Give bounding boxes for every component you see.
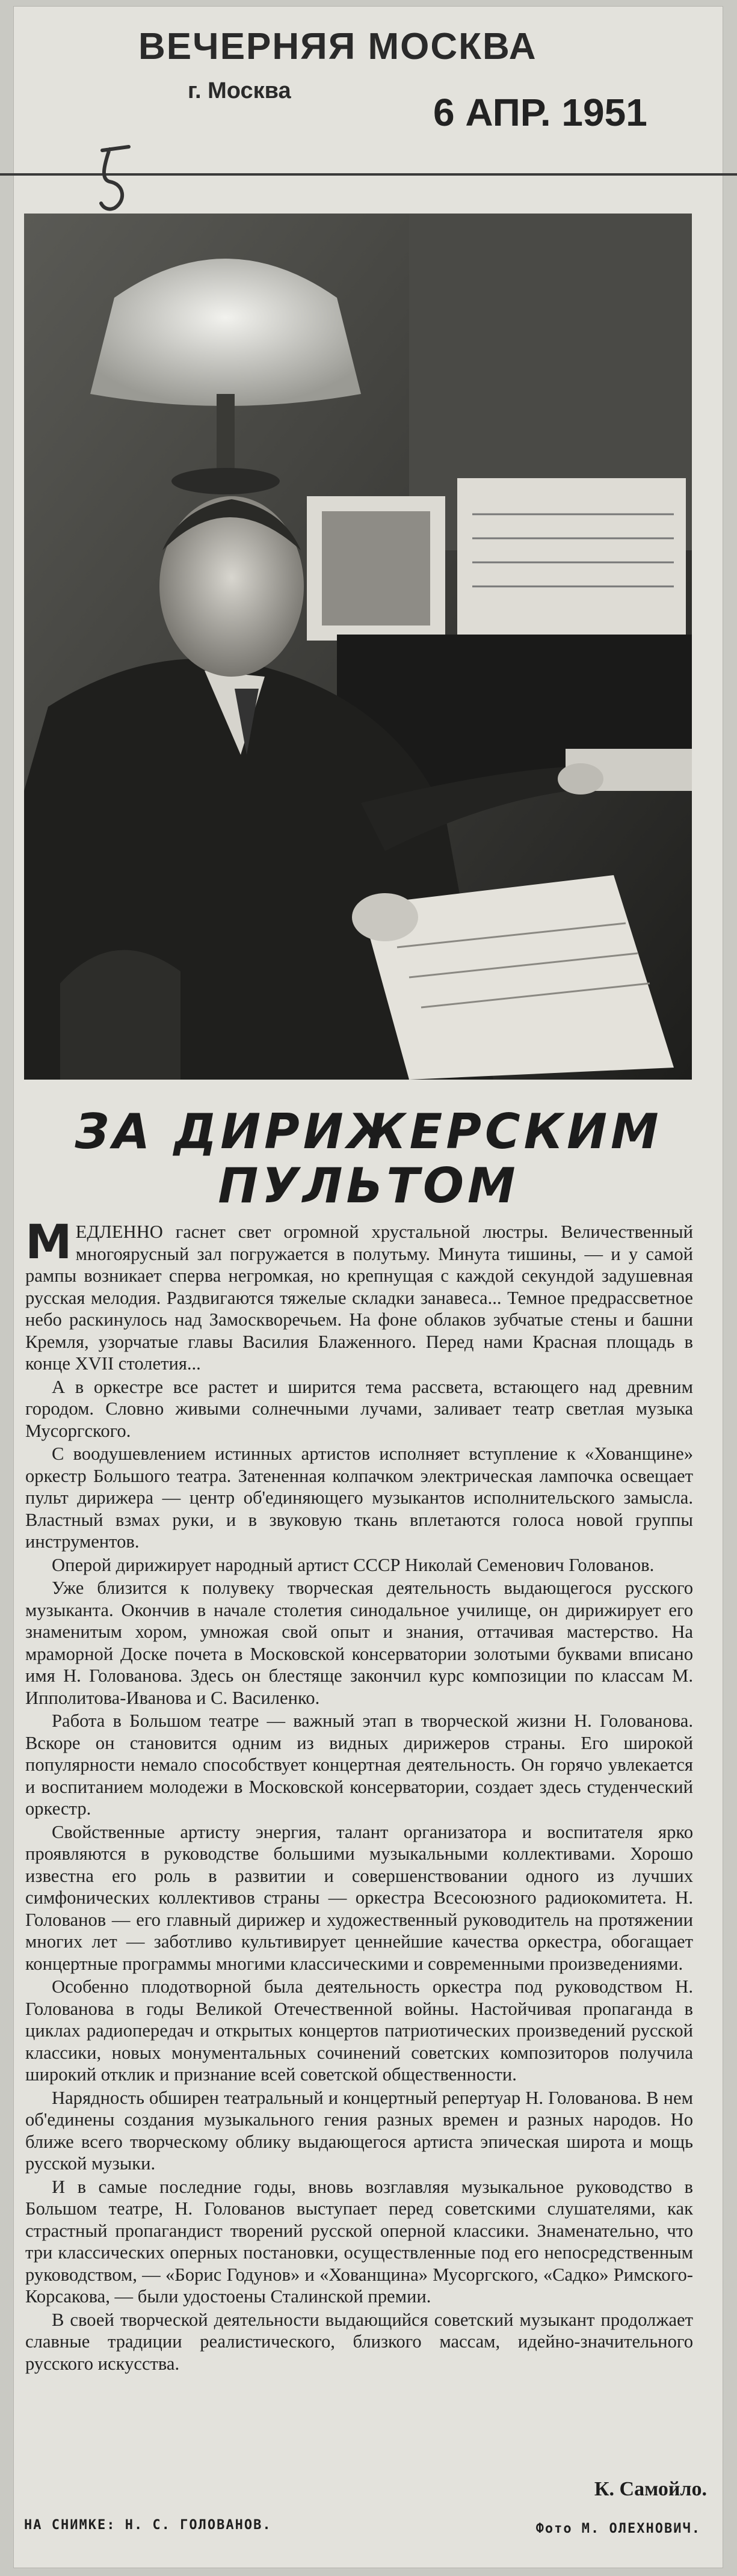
article-paragraph: Работа в Большом театре — важный этап в творческой жизни Н. Голованова. Вскоре он становится одним из видных дирижеров страны. Его широкой популярности немало способствует концертная деятельность. Он горячо увлекается и воспитанием молодежи в Московской консерватории, создает здесь студенческий оркестр. (25, 1711, 693, 1819)
article-paragraph: Нарядность обширен театральный и концертный репертуар Н. Голованова. В нем об'единены создания музыкального гения разных времен и разных народов. Но ближе всего творческому облику выдающегося артиста эпическая широта и мощь русской музыки. (25, 2087, 693, 2174)
article-paragraph: А в оркестре все растет и ширится тема рассвета, встающего над древним городом. Словно живыми солнечными лучами, заливает театр светлая музыка Мусоргского. (25, 1376, 693, 1441)
photo-credit: Фото М. ОЛЕХНОВИЧ. (535, 2521, 701, 2536)
article-paragraph: Свойственные артисту энергия, талант организатора и воспитателя ярко проявляются в руководстве большими музыкальными коллективами. Хорошо известна его роль в развитии и совершенствовании одного из лучших симфонических коллективов страны — оркестра Всесоюзного радиокомитета. Н. Голованов — его главный дирижер и художественный руководитель на протяжении многих лет — заботливо культивирует ценнейшие качества оркестра, обогащает концертные программы многими классическими и современными произведениями. (25, 1821, 693, 1974)
drop-cap: М (25, 1216, 72, 1270)
headline-line-1: ЗА ДИРИЖЕРСКИМ (75, 1104, 662, 1160)
paragraph-text: ЕДЛЕННО гаснет свет огромной хрустальной люстры. Величественный многоярусный зал погружается в полутьму. Минута тишины, — и у самой рампы возникает сперва негромкая, но крепнущая с каждой секундой задушевная русская мелодия. Раздвигаются тяжелые складки занавеса... Темное предрассветное небо раскинулось над Замоскворечьем. На фоне облаков зубчатые стены и башни Кремля, узорчатые главы Василия Блаженного. Перед нами Красная площадь в конце XVII столетия... (25, 1222, 693, 1374)
photo-caption: НА СНИМКЕ: Н. С. ГОЛОВАНОВ. (24, 2518, 272, 2533)
article-paragraph: В своей творческой деятельности выдающийся советский музыкант продолжает славные традиции реалистического, близкого массам, идейно-значительного русского искусства. (25, 2309, 693, 2374)
headline-line-2: ПУЛЬТОМ (218, 1158, 519, 1214)
conductor-photo (24, 214, 692, 1080)
article-body (25, 1216, 693, 2376)
article-paragraph: Уже близится к полувеку творческая деятельность выдающегося русского музыканта. Окончив в начале столетия синодальное училище, он дирижирует его знаменитым хором, умножая свой опыт и знания, оттачивая мастерство. На мраморной Доске почета в Московской консерватории золотыми буквами вписано имя Н. Голованова. Здесь он блестяще закончил курс композиции по классам М. Ипполитова-Иванова и С. Василенко. (25, 1578, 693, 1708)
article-paragraph: Особенно плодотворной была деятельность оркестра под руководством Н. Голованова в годы Великой Отечественной войны. Настойчивая пропаганда в циклах радиопередач и открытых концертов патриотических произведений русской классики, новых монументальных сочинений советских композиторов получила широкий отклик и признание всей советской общественности. (25, 1976, 693, 2085)
article-paragraph: И в самые последние годы, вновь возглавляя музыкальное руководство в Большом театре, Н. Голованов выступает перед советскими слушателями, как страстный пропагандист творений русской оперной классики. Знаменательно, что три классических оперных постановки, осуществленные под его непосредственным руководством, — «Борис Годунов» и «Хованщина» Мусоргского, «Садко» Римского-Корсакова, — были удостоены Сталинской премии. (25, 2176, 693, 2307)
article-paragraph (25, 1216, 693, 1375)
author-signature: К. Самойло. (594, 2478, 707, 2500)
article-paragraph: Оперой дирижирует народный артист СССР Николай Семенович Голованов. (52, 1554, 655, 1575)
date-stamp: 6 АПР. 1951 (433, 91, 647, 134)
newspaper-name-stamp: ВЕЧЕРНЯЯ МОСКВА (138, 26, 537, 67)
handwritten-mark-icon (91, 143, 140, 215)
article-paragraph: С воодушевлением истинных артистов исполняет вступление к «Хованщине» оркестр Большого театра. Затененная колпачком электрическая лампочка освещает пульт дирижера — центр об'единяющего музыкантов исполнительского замысла. Властный взмах руки, и в звуковую ткань вплетаются голоса новой группы инструментов. (25, 1443, 693, 1552)
city-stamp: г. Москва (188, 78, 291, 103)
photo-illustration (24, 214, 692, 1080)
